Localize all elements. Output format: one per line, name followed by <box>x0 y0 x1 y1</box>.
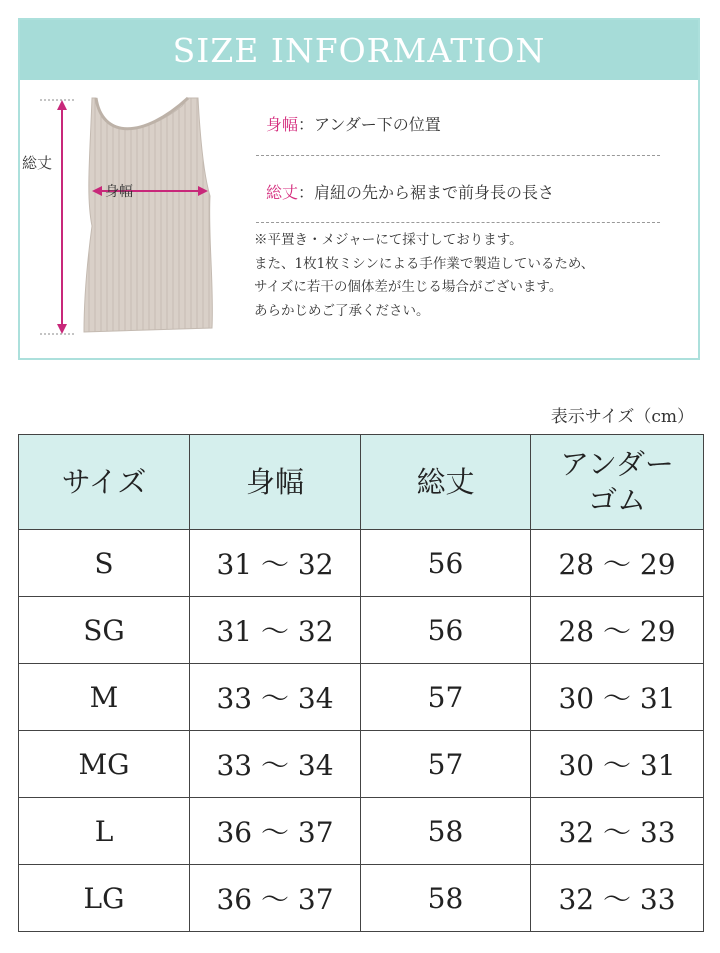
under-elastic-cell: 28 ～ 29 <box>531 597 704 664</box>
definition-text: ：肩紐の先から裾まで前身長の長さ <box>298 183 555 202</box>
size-cell: LG <box>19 865 190 932</box>
tank-top-shape <box>84 98 212 332</box>
tank-top-image <box>22 76 232 338</box>
total-length-cell: 57 <box>361 731 531 798</box>
size-table <box>18 434 704 932</box>
table-row <box>19 664 704 731</box>
body-width-cell: 31 ～ 32 <box>190 530 361 597</box>
total-length-cell: 58 <box>361 798 531 865</box>
body-width-cell: 31 ～ 32 <box>190 597 361 664</box>
size-information-title: SIZE INFORMATION <box>172 30 546 70</box>
size-information-header <box>20 20 698 80</box>
header-body-width: 身幅 <box>190 435 361 530</box>
under-elastic-cell: 28 ～ 29 <box>531 530 704 597</box>
table-row <box>19 530 704 597</box>
body-width-cell: 36 ～ 37 <box>190 798 361 865</box>
size-cell: L <box>19 798 190 865</box>
total-length-cell: 58 <box>361 865 531 932</box>
size-cell: MG <box>19 731 190 798</box>
divider <box>256 155 660 156</box>
note-line: サイズに若干の個体差が生じる場合がございます。 <box>254 279 563 295</box>
under-elastic-cell: 32 ～ 33 <box>531 798 704 865</box>
body-width-label: 身幅 <box>105 184 133 200</box>
body-width-cell: 33 ～ 34 <box>190 731 361 798</box>
table-row <box>19 865 704 932</box>
body-width-cell: 33 ～ 34 <box>190 664 361 731</box>
body-width-cell: 36 ～ 37 <box>190 865 361 932</box>
measurement-notes <box>254 229 594 323</box>
note-line: ※平置き・メジャーにて採寸しております。 <box>254 232 523 248</box>
divider <box>256 222 660 223</box>
tank-top-illustration <box>22 76 232 338</box>
table-row <box>19 597 704 664</box>
under-elastic-cell: 32 ～ 33 <box>531 865 704 932</box>
size-cell: SG <box>19 597 190 664</box>
size-cell: M <box>19 664 190 731</box>
header-under-elastic-line1: アンダー <box>560 447 674 481</box>
definition-text: ：アンダー下の位置 <box>298 115 441 134</box>
table-row <box>19 798 704 865</box>
table-row <box>19 731 704 798</box>
note-line: あらかじめご了承ください。 <box>254 302 430 319</box>
total-length-cell: 57 <box>361 664 531 731</box>
definition-total-length <box>266 180 554 203</box>
header-under-elastic <box>531 435 704 530</box>
definition-body-width <box>266 112 441 135</box>
under-elastic-cell: 30 ～ 31 <box>531 731 704 798</box>
total-length-label: 総丈 <box>22 154 53 172</box>
header-under-elastic-line2: ゴム <box>587 483 646 517</box>
unit-label: 表示サイズ（cm） <box>550 407 694 427</box>
note-line: また、1枚1枚ミシンによる手作業で製造しているため、 <box>254 255 595 272</box>
under-elastic-cell: 30 ～ 31 <box>531 664 704 731</box>
total-length-cell: 56 <box>361 530 531 597</box>
definition-term: 身幅 <box>266 115 299 134</box>
size-cell: S <box>19 530 190 597</box>
header-size: サイズ <box>19 435 190 530</box>
definition-term: 総丈 <box>266 183 299 202</box>
header-total-length: 総丈 <box>361 435 531 530</box>
total-length-cell: 56 <box>361 597 531 664</box>
size-table-header-row <box>19 435 704 530</box>
